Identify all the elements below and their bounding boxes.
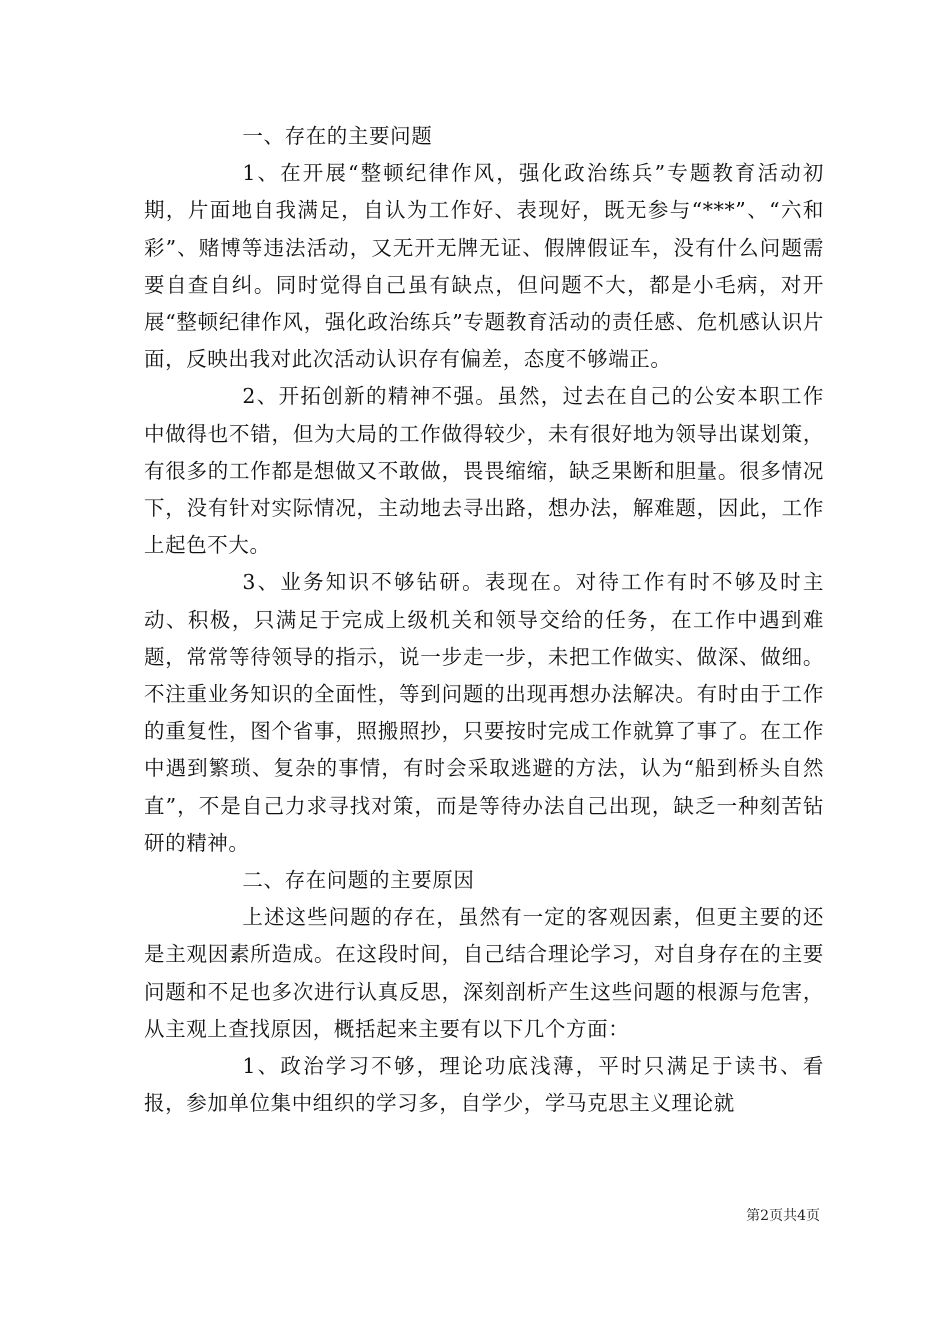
page-number: 第2页共4页 [746, 1208, 820, 1224]
paragraph: 上述这些问题的存在，虽然有一定的客观因素，但更主要的还是主观因素所造成。在这段时间，自己结合理论学习，对自身存在的主要问题和不足也多次进行认真反思，深刻剖析产生这些问题的根源与危害，从主观上查找原因，概括起来主要有以下几个方面： [144, 905, 824, 1041]
document-body [144, 118, 824, 1122]
paragraph: 3、业务知识不够钻研。表现在。对待工作有时不够及时主动、积极，只满足于完成上级机关和领导交给的任务，在工作中遇到难题，常常等待领导的指示，说一步走一步，未把工作做实、做深、做细。不注重业务知识的全面性，等到问题的出现再想办法解决。有时由于工作的重复性，图个省事，照搬照抄，只要按时完成工作就算了事了。在工作中遇到繁琐、复杂的事情，有时会采取逃避的方法，认为“船到桥头自然直”，不是自己力求寻找对策，而是等待办法自己出现，缺乏一种刻苦钻研的精神。 [144, 570, 824, 855]
paragraph: 1、政治学习不够，理论功底浅薄，平时只满足于读书、看报，参加单位集中组织的学习多，自学少，学马克思主义理论就 [144, 1054, 824, 1116]
paragraph: 2、开拓创新的精神不强。虽然，过去在自己的公安本职工作中做得也不错，但为大局的工作做得较少，未有很好地为领导出谋划策，有很多的工作都是想做又不敢做，畏畏缩缩，缺乏果断和胆量。很多情况下，没有针对实际情况，主动地去寻出路，想办法，解难题，因此，工作上起色不大。 [144, 384, 824, 558]
section-heading: 一、存在的主要问题 [242, 124, 433, 148]
paragraph: 1、在开展“整顿纪律作风，强化政治练兵”专题教育活动初期，片面地自我满足，自认为工作好、表现好，既无参与“***”、“六和彩”、赌博等违法活动，又无开无牌无证、假牌假证车，没有什么问题需要自查自纠。同时觉得自己虽有缺点，但问题不大，都是小毛病，对开展“整顿纪律作风，强化政治练兵”专题教育活动的责任感、危机感认识片面，反映出我对此次活动认识存有偏差，态度不够端正。 [144, 161, 824, 372]
section-heading: 二、存在问题的主要原因 [242, 868, 475, 893]
